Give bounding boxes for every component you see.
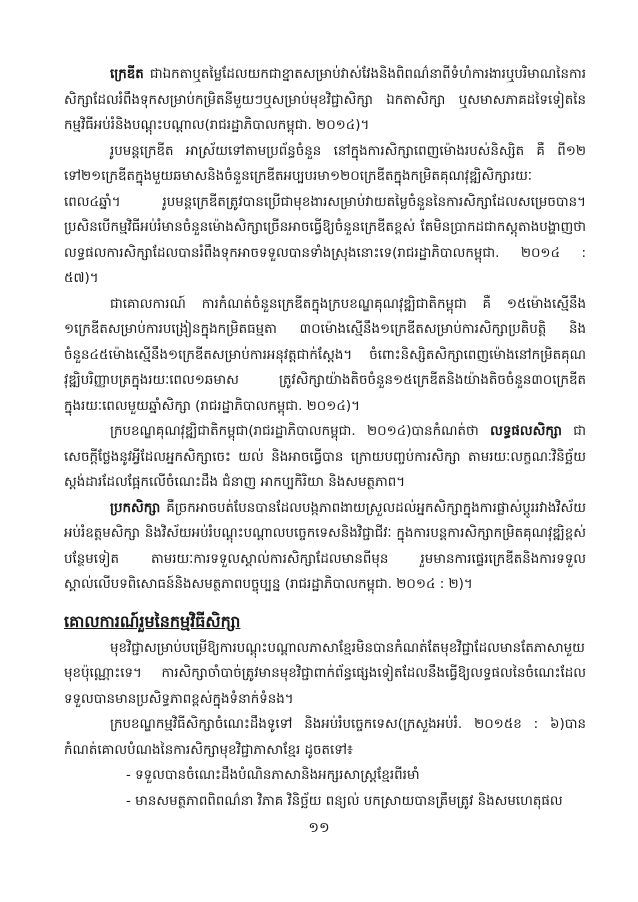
paragraph-learning-outcome xyxy=(64,419,586,496)
paragraph-credit-text: ជាឯកតាឬតម្លៃដែលយកជាខ្នាតសម្រាប់វាស់វែងនិងពិពណ៌នាពីទំហំការងារឬបរិមាណនៃការសិក្សាដែលរំពឹងទុកសម្រាប់កម្រិតនីមួយៗឬសម្រាប់មុខវិជ្ជាសិក្សា ឯកតាសិក្សា ឬសមាសភាគដទៃទៀតនៃកម្មវិធីអប់រំនិងបណ្តុះបណ្តាល(រាជរដ្ឋាភិបាលកម្ពុជា. ២០១៤)។ xyxy=(64,67,586,133)
term-learning-outcome: លទ្ធផលសិក្សា xyxy=(490,424,562,439)
paragraph-credit-principle: ជាគោលការណ៍ ការកំណត់ចំនួនក្រេឌីតក្នុងក្របខណ្ឌគុណវុឌ្ឍិជាតិកម្ពុជា គឺ ១៥ម៉ោងស្មើនឹង ១ក្រេឌីតសម្រាប់ការបង្រៀនក្នុងកម្រិតធម្មតា ៣០ម៉ោងស្មើនឹង១ក្រេឌីតសម្រាប់ការសិក្សាប្រតិបត្តិ និងចំនួន៤៥ម៉ោងស្មើនឹង១ក្រេឌីតសម្រាប់ការអនុវត្តជាក់ស្តែង។ ចំពោះនិស្សិតសិក្សាពេញម៉ោងនៅកម្រិតគុណវុឌ្ឍិបរិញ្ញាបត្រក្នុងរយៈពេល១ឆមាស ត្រូវសិក្សាយ៉ាងតិចចំនួន១៥ក្រេឌីតនិងយ៉ាងតិចចំនួន៣០ក្រេឌីតក្នុងរយៈពេលមួយឆ្នាំសិក្សា (រាជរដ្ឋាភិបាលកម្ពុជា. ២០១៤)។ xyxy=(64,296,586,414)
section-heading: គោលការណ៍រួមនៃកម្មវិធីសិក្សា xyxy=(64,611,241,631)
page-number: ១១ xyxy=(308,820,330,836)
paragraph-pathway xyxy=(64,496,586,598)
list-item: - មានសមត្ថភាពពិពណ៌នា វិភាគ វិនិច្ឆ័យ ពន្យល់ បកស្រាយបានត្រឹមត្រូវ និងសមហេតុផល xyxy=(126,793,563,809)
paragraph-curriculum-framework: ក្របខណ្ឌកម្មវិធីសិក្សាចំណេះដឹងទូទៅ និងអប់រំបច្ចេកទេស(ក្រសួងអប់រំ. ២០១៥ខ : ៦)បានកំណត់គោលបំណងនៃការសិក្សាមុខវិជ្ជាភាសាខ្មែរ ដូចតទៅ៖ xyxy=(64,717,586,758)
paragraph-credit-formula: រូបមន្តក្រេឌីត អាស្រ័យទៅតាមប្រព័ន្ធចំនួន នៅក្នុងការសិក្សាពេញម៉ោងរបស់និស្សិត គឺ ពី១២ ទៅ២១ក្រេឌីតក្នុងមួយឆមាសនិងចំនួនក្រេឌីតអប្បបរមា១២០ក្រេឌីតក្នុងកម្រិតគុណវុឌ្ឍិសិក្សារយៈពេល៤ឆ្នាំ។ រូបមន្តក្រេឌីតត្រូវបានប្រើជាមុខងារសម្រាប់វាយតម្លៃចំនួននៃការសិក្សាដែលសម្រេចបាន។ ប្រសិនបើកម្មវិធីអប់រំមានចំនួនម៉ោងសិក្សាច្រើនអាចធ្វើឱ្យចំនួនក្រេឌីតខ្ពស់ តែមិនប្រាកដជាកស្តុតាងបង្ហាញថា លទ្ធផលការសិក្សាដែលបានរំពឹងទុកអាចទទួលបានទាំងស្រុងនោះទេ(រាជរដ្ឋាភិបាលកម្ពុជា. ២០១៤ : ៥៧)។ xyxy=(64,143,586,286)
paragraph-credit-definition xyxy=(64,62,586,139)
pathway-text: គឺច្រកអាចបត់បែនបានដែលបង្កភាពងាយស្រួលដល់អ្នកសិក្សាក្នុងការផ្លាស់ប្តូររវាងវិស័យអប់រំឧត្តមសិក្សា និងវិស័យអប់រំបណ្តុះបណ្តាលបច្ចេកទេសនិងវិជ្ជាជីវៈ ក្នុងការបន្តការសិក្សាកម្រិតគុណវុឌ្ឍិខ្ពស់បន្ថែមទៀត តាមរយៈការទទួលស្គាល់ការសិក្សាដែលមានពីមុន រួមមានការផ្ទេរក្រេឌីតនិងការទទួលស្គាល់លើបទពិសោធន៍និងសមត្ថភាពបច្ចុប្បន្ន (រាជរដ្ឋាភិបាលកម្ពុជា. ២០១៤ : ២)។ xyxy=(64,500,586,592)
term-pathway: ប្រកសិក្សា xyxy=(110,500,161,516)
learning-outcome-text: ជាសេចក្តីថ្លែងនូវអ្វីដែលអ្នកសិក្សាចេះ យល់ និងអាចធ្វើបាន ក្រោយបញ្ចប់ការសិក្សា តាមរយៈលក្ខណៈវិនិច្ឆ័យស្តង់ដារដែលផ្អែកលើចំណេះដឹង ជំនាញ អាកប្បកិរិយា និងសមត្ថភាព។ xyxy=(64,424,586,490)
term-credit: ក្រេឌីត xyxy=(110,67,144,82)
learning-outcome-intro: ក្របខណ្ឌគុណវុឌ្ឍិជាតិកម្ពុជា(រាជរដ្ឋាភិបាលកម្ពុជា. ២០១៤)បានកំណត់ថា xyxy=(110,424,491,439)
paragraph-subjects: មុខវិជ្ជាសម្រាប់បម្រើឱ្យការបណ្តុះបណ្តាលភាសាខ្មែរមិនបានកំណត់តែមុខវិជ្ជាដែលមានតែភាសាមួយមុខប៉ុណ្ណោះទេ។ ការសិក្សាចាំបាច់ត្រូវមានមុខវិជ្ជាពាក់ព័ន្ធផ្សេងទៀតដែលនឹងធ្វើឱ្យលទ្ធផលនៃចំណេះដែលទទួលបានមានប្រសិទ្ធភាពខ្ពស់ក្នុងទំនាក់ទំនង។ xyxy=(64,640,586,707)
list-item: - ទទួលបានចំណេះដឹងបំណិនភាសានិងអក្សរសាស្ត្រខ្មែរពីរមាំ xyxy=(126,768,420,783)
